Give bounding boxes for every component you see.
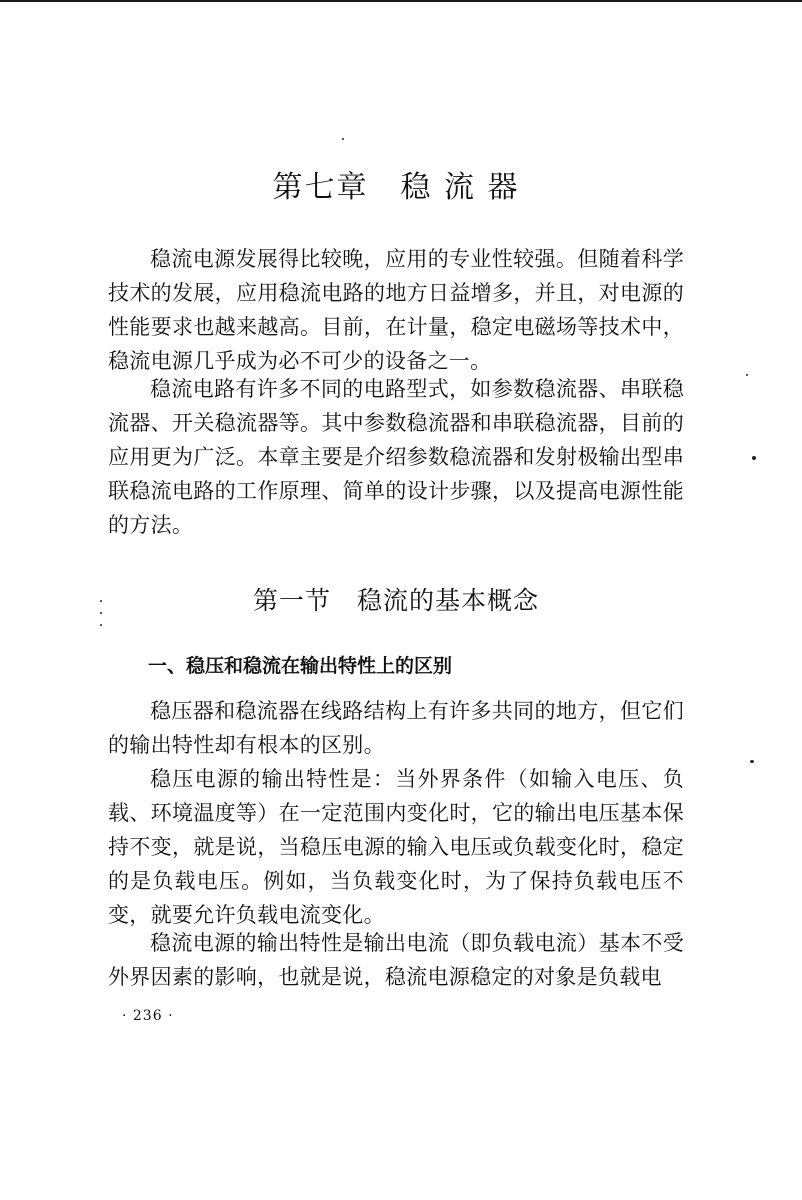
top-edge-rule <box>0 0 802 2</box>
section-title: 第一节 稳流的基本概念 <box>252 586 539 615</box>
scan-speck <box>746 374 748 376</box>
scan-speck <box>100 612 102 614</box>
subsection-title: 一、稳压和稳流在输出特性上的区别 <box>148 655 453 677</box>
scan-speck <box>100 624 102 626</box>
section-paragraph-3: 稳流电源的输出特性是输出电流（即负载电流）基本不受外界因素的影响，也就是说，稳流电源稳定的对象是负载电 <box>108 931 684 989</box>
intro-paragraph-2: 稳流电路有许多不同的电路型式，如参数稳流器、串联稳流器、开关稳流器等。其中参数稳流器和串联稳流器，目前的应用更为广泛。本章主要是介绍参数稳流器和发射极输出型串联稳流电路的工作原理、简单的设计步骤，以及提高电源性能的方法。 <box>108 377 684 537</box>
intro-paragraph-1: 稳流电源发展得比较晚，应用的专业性较强。但随着科学技术的发展，应用稳流电路的地方日益增多，并且，对电源的性能要求也越来越高。目前，在计量，稳定电磁场等技术中，稳流电源几乎成为必不可少的设备之一。 <box>108 247 684 373</box>
scan-speck <box>752 456 756 460</box>
page-number: · 236 · <box>122 1008 174 1024</box>
scan-speck <box>750 760 754 763</box>
chapter-title: 第七章 稳 流 器 <box>272 170 520 205</box>
scan-speck <box>100 600 102 602</box>
section-paragraph-2: 稳压电源的输出特性是：当外界条件（如输入电压、负载、环境温度等）在一定范围内变化时，它的输出电压基本保持不变，就是说，当稳压电源的输入电压或负载变化时，稳定的是负载电压。例如，当负载变化时，为了保持负载电压不变，就要允许负载电流变化。 <box>108 767 684 927</box>
scan-speck <box>342 138 344 140</box>
section-paragraph-1: 稳压器和稳流器在线路结构上有许多共同的地方，但它们的输出特性却有根本的区别。 <box>108 699 684 757</box>
